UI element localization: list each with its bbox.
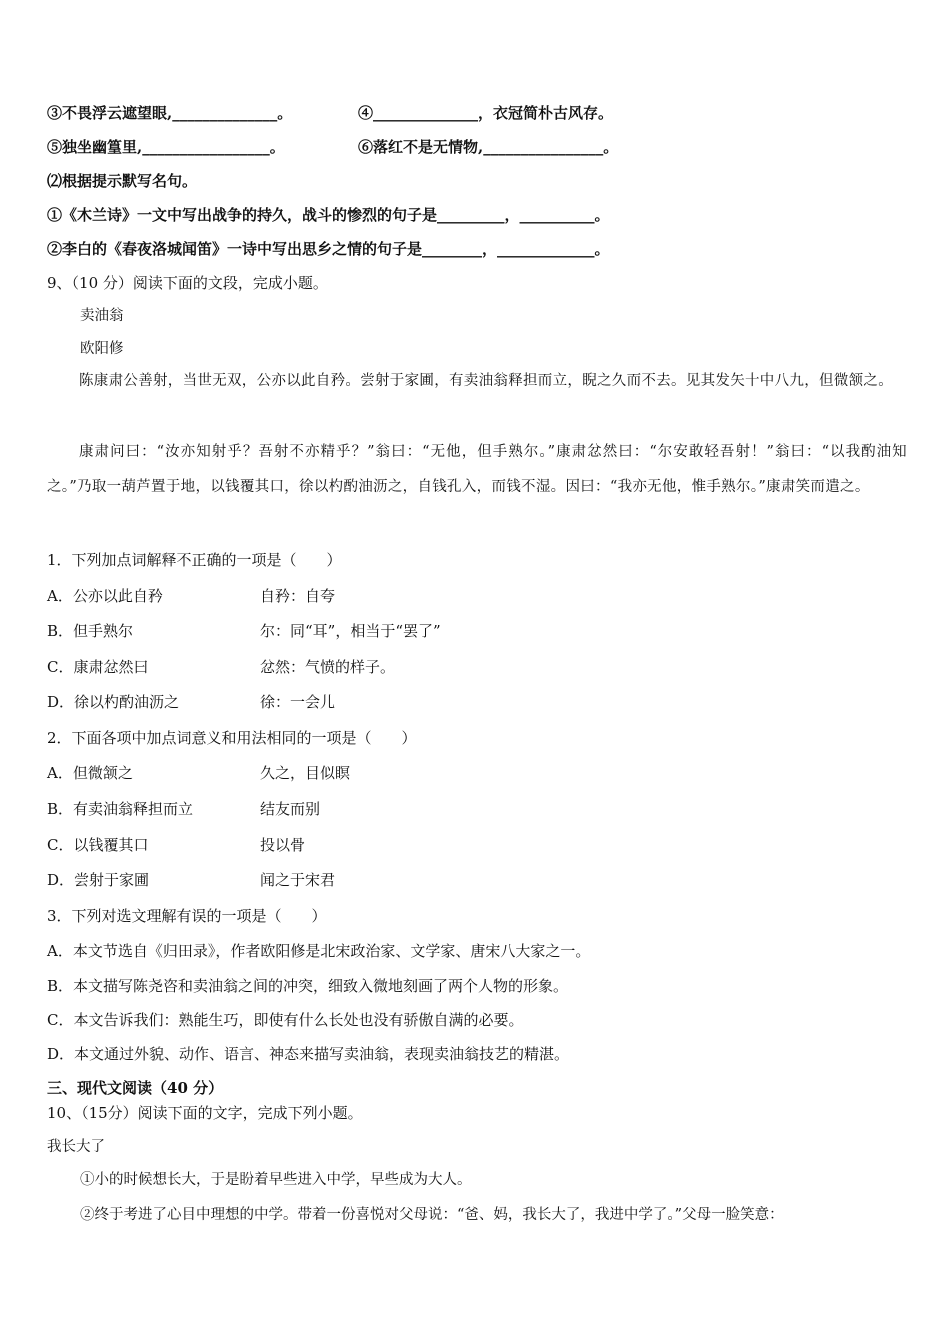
sub1-option-b: B．但手熟尔 bbox=[47, 622, 134, 640]
sub1-option-a: A．公亦以此自矜 bbox=[47, 587, 163, 605]
passage-paragraph-2: 康肃问曰：“汝亦知射乎？吾射不亦精乎？”翁曰：“无他，但手熟尔。”康肃忿然曰：“尔安敢轻吾射！”翁曰：“以我酌油知之。”乃取一葫芦置于地，以钱覆其口，徐以杓酌油沥之，自钱孔入，而钱不湿。因曰：“我亦无他，惟手熟尔。”康肃笑而遣之。 bbox=[47, 444, 907, 495]
sub1-note-d: 徐：一会儿 bbox=[260, 693, 336, 711]
sub2-option-a: A．但微颔之 bbox=[47, 764, 133, 782]
fill-row1-right: ④______________，衣冠简朴古风存。 bbox=[358, 104, 614, 122]
sub2-question: 2．下面各项中加点词意义和用法相同的一项是（ ） bbox=[47, 729, 417, 747]
sub2-note-a: 久之，目似瞑 bbox=[260, 764, 351, 782]
sub1-option-c: C．康肃忿然曰 bbox=[47, 658, 149, 676]
sub3-option-b: B．本文描写陈尧咨和卖油翁之间的冲突，细致入微地刻画了两个人物的形象。 bbox=[47, 977, 569, 995]
sub3-option-d: D．本文通过外貌、动作、语言、神态来描写卖油翁，表现卖油翁技艺的精湛。 bbox=[47, 1045, 570, 1063]
section3-heading: 三、现代文阅读（40 分） bbox=[47, 1079, 224, 1097]
sub1-note-a: 自矜：自夸 bbox=[260, 587, 336, 605]
sub3-option-c: C．本文告诉我们：熟能生巧，即使有什么长处也没有骄傲自满的必要。 bbox=[47, 1011, 524, 1029]
essay-paragraph-2: ②终于考进了心目中理想的中学。带着一份喜悦对父母说：“爸、妈，我长大了，我进中学了。”父母一脸笑意： bbox=[80, 1207, 784, 1223]
sub3-question: 3．下列对选文理解有误的一项是（ ） bbox=[47, 907, 327, 925]
hint-1: ①《木兰诗》一文中写出战争的持久，战斗的惨烈的句子是_________，__________。 bbox=[47, 206, 610, 224]
sub2-option-c: C．以钱覆其口 bbox=[47, 836, 149, 854]
fill-row2-left: ⑤独坐幽篁里,_________________。 bbox=[47, 138, 285, 156]
sub1-option-d: D．徐以杓酌油沥之 bbox=[47, 693, 180, 711]
sub2-note-d: 闻之于宋君 bbox=[260, 871, 336, 889]
hint-title: ⑵根据提示默写名句。 bbox=[47, 172, 198, 190]
sub2-option-d: D．尝射于家圃 bbox=[47, 871, 150, 889]
sub3-option-a: A．本文节选自《归田录》，作者欧阳修是北宋政治家、文学家、唐宋八大家之一。 bbox=[47, 942, 591, 960]
sub2-option-b: B．有卖油翁释担而立 bbox=[47, 800, 194, 818]
sub2-note-b: 结友而别 bbox=[260, 800, 321, 818]
sub2-note-c: 投以骨 bbox=[260, 836, 306, 854]
hint-2: ②李白的《春夜洛城闻笛》一诗中写出思乡之情的句子是________，_____________。 bbox=[47, 240, 610, 258]
q9-heading: 9、（10 分）阅读下面的文段，完成小题。 bbox=[47, 274, 328, 292]
fill-row1-left: ③不畏浮云遮望眼,______________。 bbox=[47, 104, 293, 122]
sub1-note-c: 忿然：气愤的样子。 bbox=[260, 658, 396, 676]
q10-heading: 10、（15分）阅读下面的文字，完成下列小题。 bbox=[47, 1104, 363, 1122]
passage-title: 卖油翁 bbox=[80, 308, 124, 324]
fill-row2-right: ⑥落红不是无情物,________________。 bbox=[358, 138, 619, 156]
sub1-question: 1．下列加点词解释不正确的一项是（ ） bbox=[47, 551, 342, 569]
sub1-note-b: 尔：同“耳”，相当于“罢了” bbox=[260, 622, 441, 640]
essay-title: 我长大了 bbox=[47, 1139, 105, 1155]
passage-author: 欧阳修 bbox=[80, 341, 124, 357]
passage-paragraph-1: 陈康肃公善射，当世无双，公亦以此自矜。尝射于家圃，有卖油翁释担而立，睨之久而不去。见其发矢十中八九，但微颔之。 bbox=[79, 373, 893, 389]
essay-paragraph-1: ①小的时候想长大，于是盼着早些进入中学，早些成为大人。 bbox=[80, 1172, 472, 1188]
